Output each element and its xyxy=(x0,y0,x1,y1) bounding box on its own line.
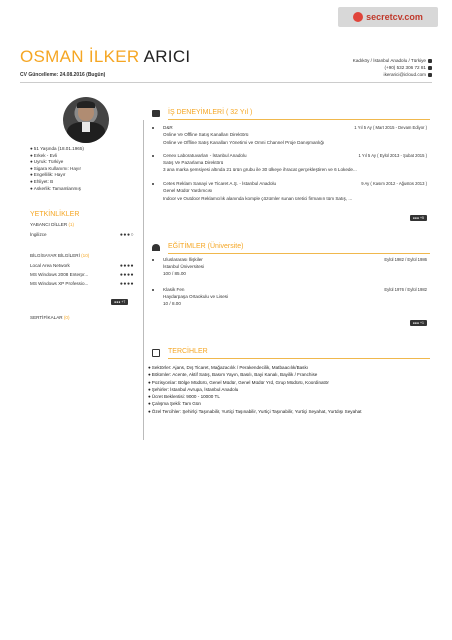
experience-title: İŞ DENEYİMLERİ ( 32 Yıl ) xyxy=(168,109,253,116)
cv-updated-date: CV Güncelleme: 24.08.2016 (Bugün) xyxy=(20,72,106,78)
personal-item: ●Engellilik: Hayır xyxy=(30,172,66,178)
phone-icon xyxy=(428,66,432,70)
experience-date: 9 Ay ( Kasım 2012 - Ağustos 2013 ) xyxy=(361,181,427,186)
secretcv-logo[interactable] xyxy=(338,7,438,27)
personal-info xyxy=(30,146,84,192)
personal-item: ●51 Yaşında (18.01.1965) xyxy=(30,146,84,151)
education-grade: 100 / 85.00 xyxy=(163,271,186,276)
preferences-rule xyxy=(168,358,430,359)
experience-date: 1 Yıl 5 Ay ( Mart 2015 - Devam Ediyor ) xyxy=(354,125,427,130)
experience-desc: Indoor ve Outdoor Reklamcılık alanında komple çözümler sunan üretici firmanın tüm Satış, ... xyxy=(163,196,353,201)
preference-item: ●Çalışma Şekli: Tam Gün xyxy=(148,401,201,407)
education-field: Klasik Fen xyxy=(163,287,185,292)
envelope-icon xyxy=(428,73,432,77)
preference-item: ●Sektörler: Ajans, Dış Ticaret, Mağazacılık / Perakendecilik, Matbaacılık/Baskı xyxy=(148,365,309,370)
education-school: İstanbul Üniversitesi xyxy=(163,264,205,269)
timeline-bullet xyxy=(152,289,154,291)
education-grade: 10 / 8.00 xyxy=(163,301,181,306)
experience-company: Cenex Laboratuvarları - İstanbul Anadolu xyxy=(163,153,247,158)
preference-item: ●Pozisyonlar: Bölge Müdürü, Genel Müdür, Genel Müdür Yrd, Grup Müdürü, Koordinatör xyxy=(148,379,329,385)
education-school: Haydarpaşa Ortaokulu ve Lisesi xyxy=(163,294,229,299)
personal-item: ●Sigara Kullanımı: Hayır xyxy=(30,165,82,171)
skills-title: YETKİNLİKLER xyxy=(30,211,80,218)
timeline-bullet xyxy=(152,155,154,157)
logo-mark-icon xyxy=(353,12,363,22)
preference-item: ●Özel Tercihler: Şehirlçi Taşınabilir, Yurtiçi Taşınabilir, Yurtiçi Taşınabilir, Yurtiçi Seyahat, Yurtdışı Seyahat xyxy=(148,408,362,414)
personal-item: ●Ehliyet: B xyxy=(30,178,54,184)
logo-text: secretcv.com xyxy=(366,12,423,22)
computer-skills-label: BİLGİSAYAR BİLGİLERİ (10) xyxy=(30,253,90,258)
checkbox-icon xyxy=(152,349,160,357)
computer-skill-row: MS Windows XP Professio... ●●●● xyxy=(30,281,134,287)
computer-skill-row: MS Windows 2008 Enterpr... ●●●● xyxy=(30,272,134,278)
profile-photo xyxy=(63,97,109,143)
computer-skill-row: Local Area Network ●●●● xyxy=(30,263,134,269)
contact-block xyxy=(353,57,432,78)
computer-skills-more-button[interactable]: ●●● +7 xyxy=(111,290,128,308)
experience-more-button[interactable]: ●●● +5 xyxy=(410,206,427,224)
education-rule xyxy=(168,253,430,254)
education-more-button[interactable]: ●●● +1 xyxy=(410,311,427,329)
timeline-line xyxy=(143,120,144,440)
contact-email[interactable]: ikerarici@icloud.com xyxy=(353,71,432,78)
experience-desc: Online ve Offline Satış Kanalları Yönetimi ve Omni Channel Proje Danışmanlığı xyxy=(163,140,325,145)
preferences-title: TERCİHLER xyxy=(168,348,208,355)
personal-item: ●Askerlik: Tamamlanmış xyxy=(30,185,81,191)
preference-item: ●Bölümler: Acente, Aktif Satış, Basım Yayın, Basılı, Bayi Kanalı, Bayilik / Franchise xyxy=(148,372,318,378)
preference-item: ●Ücret Beklentisi: 9000 - 10000 TL xyxy=(148,394,220,400)
timeline-bullet xyxy=(152,183,154,185)
personal-item: ●Uyruk: Türkiye xyxy=(30,159,64,165)
experience-role: Satış Ve Pazarlama Direktörü xyxy=(163,160,224,165)
education-title: EĞİTİMLER (Üniversite) xyxy=(168,243,244,250)
experience-desc: 3 ana marka şemsiyesi altında 21 ürün grubu ile 30 ülkeye ihracat gerçekleştiren ve 6 Lokede... xyxy=(163,167,357,172)
language-row: İngilizce ●●●○ xyxy=(30,232,134,238)
experience-role: Online Ve Offline Satış Kanalları Direktörü xyxy=(163,132,249,137)
timeline-bullet xyxy=(152,127,154,129)
experience-rule xyxy=(168,119,430,120)
experience-role: Genel Müdür Yardımcısı xyxy=(163,188,213,193)
experience-company: D&R xyxy=(163,125,173,130)
experience-date: 1 Yıl 5 Ay ( Eylül 2013 - Şubat 2015 ) xyxy=(358,153,427,158)
contact-phone[interactable]: (+90) 532 306 72 81 xyxy=(353,64,432,71)
candidate-name xyxy=(20,47,190,67)
contact-location: Kadıköy / İstanbul Anadolu / Türkiye xyxy=(353,57,432,64)
name-last: ARICI xyxy=(143,47,191,66)
name-first: OSMAN İLKER xyxy=(20,47,140,66)
certificates-label: SERTİFİKALAR (0) xyxy=(30,315,70,320)
languages-label: YABANCI DİLLER (1) xyxy=(30,222,75,227)
education-field: Uluslararası İlişkiler xyxy=(163,257,203,262)
header-divider xyxy=(20,82,432,83)
briefcase-icon xyxy=(152,110,160,117)
experience-company: Cetes Reklam Sanayi ve Ticaret A.Ş. - İstanbul Anadolu xyxy=(163,181,277,186)
graduation-cap-icon xyxy=(152,244,160,251)
preference-item: ●Şehirler: İstanbul Avrupa, İstanbul Anadolu xyxy=(148,386,239,392)
timeline-bullet xyxy=(152,259,154,261)
education-date: Eylül 1982 / Eylül 1986 xyxy=(384,257,427,262)
education-date: Eylül 1976 / Eylül 1982 xyxy=(384,287,427,292)
personal-item: ●Erkek - Evli xyxy=(30,152,58,158)
location-pin-icon xyxy=(428,59,432,63)
preferences-list xyxy=(148,364,362,415)
rating-dots: ●●●○ xyxy=(119,232,134,238)
